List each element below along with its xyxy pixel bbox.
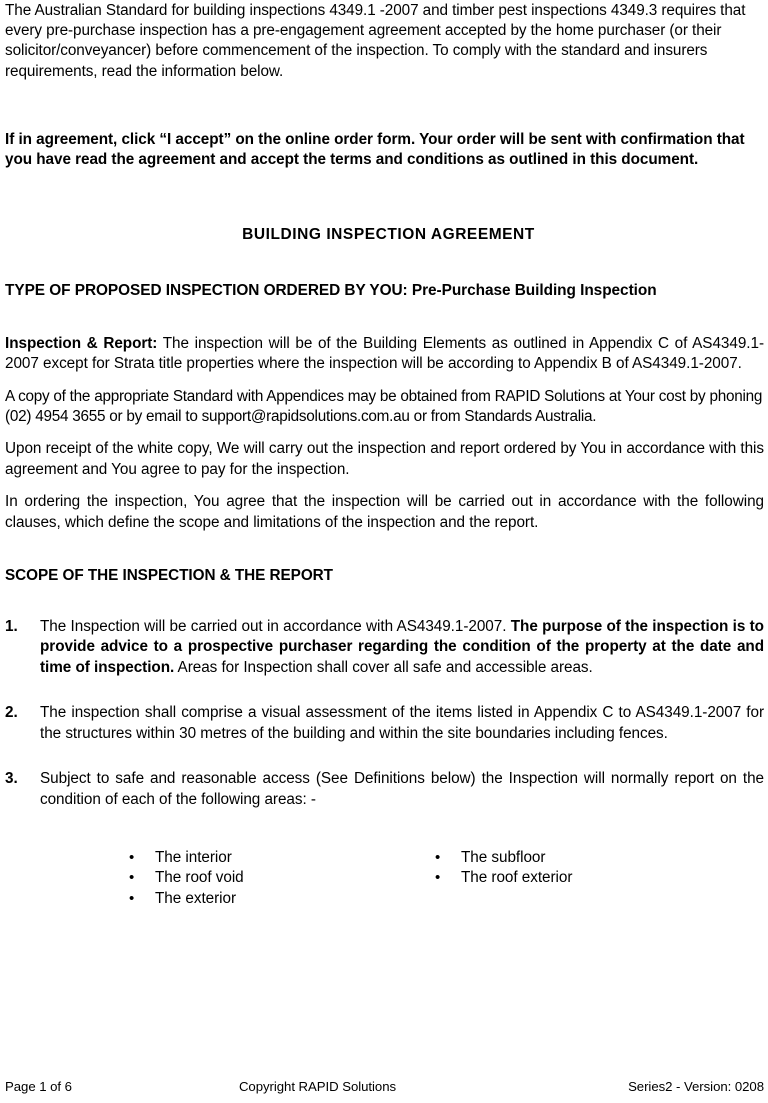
inspection-type-value: Pre-Purchase Building Inspection xyxy=(411,281,657,299)
spacer xyxy=(5,300,764,334)
standard-copy-paragraph: A copy of the appropriate Standard with Appendices may be obtained from RAPID Solutions at Your cost by phoning (02) 4954 3655 or by email to support@rapidsolutions.com.au or from Standards Australia. xyxy=(5,387,763,426)
inspection-report-paragraph xyxy=(5,334,764,375)
spacer xyxy=(5,82,764,130)
inspection-report-label: Inspection & Report: xyxy=(5,334,158,352)
clause-number: 2. xyxy=(5,704,18,722)
list-item xyxy=(127,868,244,888)
clause-number: 3. xyxy=(5,770,18,788)
bullet-icon: • xyxy=(435,848,441,866)
clause-item xyxy=(5,617,764,678)
inspection-areas-list xyxy=(5,848,764,918)
accept-instruction-paragraph: If in agreement, click “I accept” on the online order form. Your order will be sent with confirmation that you have read the agreement and accept the terms and conditions as outlined in this document. xyxy=(5,130,745,169)
list-item-label: The exterior xyxy=(155,889,237,907)
bullet-icon: • xyxy=(129,889,135,907)
list-item-label: The interior xyxy=(155,848,232,866)
footer-version: Series2 - Version: 0208 xyxy=(628,1079,764,1094)
clause-text-before: The Inspection will be carried out in accordance with AS4349.1-2007. xyxy=(40,618,511,636)
spacer xyxy=(5,171,764,226)
spacer xyxy=(5,585,764,617)
list-item-label: The roof exterior xyxy=(461,869,573,887)
inspection-report-text: The inspection will be of the Building Elements as outlined in Appendix C of AS4349.1-2007 except for Strata title properties where the inspection will be according to Appendix B of AS4349.1-2007. xyxy=(5,334,764,373)
clause-text-before: The inspection shall comprise a visual assessment of the items listed in Appendix C to AS4349.1-2007 for the structures within 30 metres of the building and within the site boundaries including fences. xyxy=(40,704,764,742)
scope-section-heading: SCOPE OF THE INSPECTION & THE REPORT xyxy=(5,567,333,585)
inspection-type-heading xyxy=(5,282,764,300)
ordering-paragraph: In ordering the inspection, You agree that the inspection will be carried out in accordance with the following clauses, which define the scope and limitations of the inspection and the report. xyxy=(5,493,764,531)
clause-text-before: Subject to safe and reasonable access (See Definitions below) the Inspection will normally report on the condition of each of the following areas: - xyxy=(40,770,764,808)
clause-item xyxy=(5,703,764,744)
list-item xyxy=(127,848,244,868)
clause-text-after: Areas for Inspection shall cover all safe and accessible areas. xyxy=(174,658,593,676)
bullet-icon: • xyxy=(129,848,135,866)
list-item-label: The subfloor xyxy=(461,848,546,866)
clause-text-bold: The purpose of the inspection is to provide advice to a prospective purchaser regarding the condition of the property at the date and time of inspection. xyxy=(40,618,764,676)
bullet-icon: • xyxy=(129,869,135,887)
intro-paragraph: The Australian Standard for building inspections 4349.1 -2007 and timber pest inspections 4349.3 requires that every pre-purchase inspection has a pre-engagement agreement accepted by the home purchaser (or their solicitor/conveyancer) before commencement of the inspection. To comply with the standard and insurers requirements, read the information below. xyxy=(5,2,746,80)
footer-page-number: Page 1 of 6 xyxy=(5,1079,72,1094)
clause-list xyxy=(5,617,764,810)
inspection-areas-column-right xyxy=(433,848,572,889)
spacer xyxy=(5,244,764,282)
white-copy-paragraph: Upon receipt of the white copy, We will carry out the inspection and report ordered by You in accordance with this agreement and You agree to pay for the inspection. xyxy=(5,440,764,478)
list-item xyxy=(127,889,244,909)
page-footer xyxy=(5,1079,764,1094)
clause-item xyxy=(5,769,764,810)
inspection-areas-column-left xyxy=(127,848,244,909)
bullet-icon: • xyxy=(435,869,441,887)
clause-number: 1. xyxy=(5,618,18,636)
footer-copyright: Copyright RAPID Solutions xyxy=(238,1079,397,1094)
page-title: BUILDING INSPECTION AGREEMENT xyxy=(242,225,535,243)
list-item xyxy=(433,848,572,868)
list-item-label: The roof void xyxy=(155,869,244,887)
list-item xyxy=(433,868,572,888)
inspection-type-label: TYPE OF PROPOSED INSPECTION ORDERED BY YOU: xyxy=(5,281,408,299)
